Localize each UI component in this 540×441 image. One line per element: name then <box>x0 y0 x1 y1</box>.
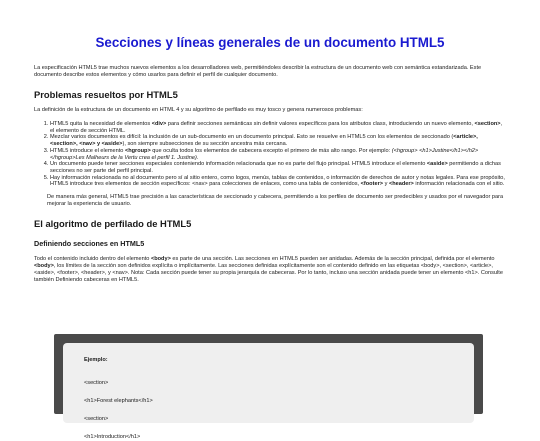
list-item: 5. Hay información relacionada no al documento pero sí al sitio entero, como logos, menús, tablas de contenidos, o información de derechos de autor y notas legales. Para ese propósito, HTML5 introduce tres elementos de sección específicos: <nav> para colecciones de enlaces, como una tabla de contenidos, <footer> y <header> información relacionada con el sitio. <box>50 175 506 188</box>
defining-sections-paragraph: Todo el contenido incluido dentro del elemento <body> es parte de una sección. Las secciones en HTML5 pueden ser anidadas. Además de la sección principal, definida por el elemento <body>, los límites de la sección son definidos explícita o implícitamente. Las secciones definidas explícitamente son el contenido definido en las etiquetas <body>, <section>, <article>, <aside>, <footer>, <header>, y <nav>. Nota: Cada sección puede tener su propia jerarquía de cabeceras. Por lo tanto, incluso una sección anidada puede tener un elemento <h1>. Consulte también Definiendo cabeceras en HTML5. <box>34 256 503 284</box>
problems-lead-paragraph: La definición de la estructura de un documento en HTML 4 y su algoritmo de perfilado es muy tosco y genera numerosos problemas: <box>34 107 363 113</box>
list-item: 1. HTML5 quita la necesidad de elementos <div> para definir secciones semánticas sin definir valores específicos para los atributos class, introduciendo un nuevo elemento, <section>, el elemento de sección HTML. <box>50 121 506 134</box>
code-line: <h1>Forest elephants</h1> <box>84 398 153 404</box>
code-element: <hgroup> <box>124 147 151 154</box>
page-title: Secciones y líneas generales de un documento HTML5 <box>95 35 445 50</box>
section-heading-problems: Problemas resueltos por HTML5 <box>34 89 178 100</box>
intro-paragraph: La especificación HTML5 trae muchos nuevos elementos a los desarrolladores web, permitiéndoles describir la estructura de un documento web con semántica estandarizada. Este documento describe estos elementos y cómo usarlos para definir el perfil de cualquier documento. <box>34 65 482 78</box>
code-example-frame <box>54 334 483 440</box>
code-element: <body> <box>34 263 54 270</box>
problems-list <box>34 121 506 188</box>
code-example-label: Ejemplo: <box>84 357 108 363</box>
code-example-box <box>63 343 474 440</box>
section-heading-algorithm: El algoritmo de perfilado de HTML5 <box>34 218 192 230</box>
code-element: <header> <box>388 181 414 188</box>
code-line: <h1>Introduction</h1> <box>84 434 141 440</box>
list-item: 4. Un documento puede tener secciones especiales conteniendo información relacionada que no es parte del flujo principal. HTML5 introduce el elemento <aside> permitiendo a dichas secciones no ser parte del perfil principal. <box>50 161 506 174</box>
code-element: <article>, <section>, <nav> y <aside> <box>50 134 478 148</box>
code-element: <div> <box>151 121 167 127</box>
example-inline: (<hgroup> <h1>Justine</h1></h2> </hgroup>Les Malheurs de la Vertu crea el perfil 1. Justine). <box>50 147 479 161</box>
subsection-heading-defining-sections: Definiendo secciones en HTML5 <box>34 239 145 249</box>
code-element: <aside> <box>426 161 448 168</box>
code-element: <section> <box>474 121 501 127</box>
problems-conclusion-paragraph: De manera más general, HTML5 trae precisión a las características de seccionado y cabecera, permitiendo a los perfiles de documento ser predecibles y usados por el navegador para mejorar la experiencia de usuario. <box>47 194 504 208</box>
list-item: 3. HTML5 introduce el elemento <hgroup> que oculta todos los elementos de cabecera excepto el primero de más alto rango. Por ejemplo: (<hgroup> <h1>Justine</h1></h2> </hgroup>Les Malheurs de la Vertu crea el perfil 1. Justine). <box>50 148 506 161</box>
code-element: <footer> <box>360 181 384 188</box>
code-line: <section> <box>84 416 109 422</box>
list-item: 2. Mezclar varios documentos es difícil: la inclusión de un sub-documento en un documento principal. Esto se resuelve en HTML5 con los elementos de seccionado (<article>, <section>, <nav> y <aside>), son siempre subsecciones de su sección ancestra más cercana. <box>50 134 506 147</box>
code-element: <body> <box>150 256 171 263</box>
code-line: <section> <box>84 380 109 386</box>
